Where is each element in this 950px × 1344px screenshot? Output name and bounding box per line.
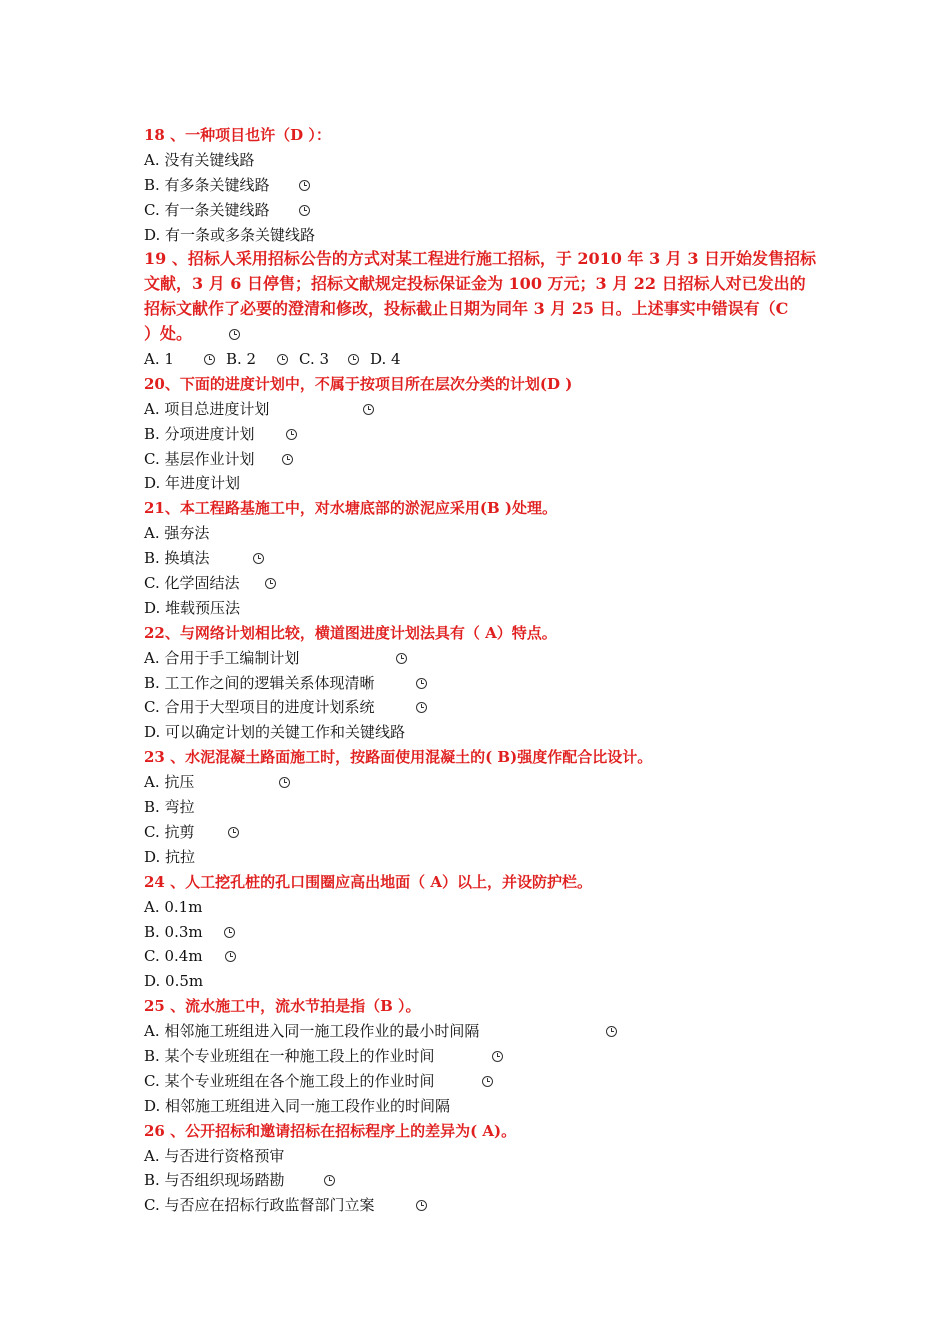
option-text: C. 合用于大型项目的进度计划系统: [144, 698, 375, 717]
question-19-title: [144, 247, 824, 347]
question-23-title: 23 、水泥混凝土路面施工时，按路面使用混凝土的( B)强度作配合比设计。: [144, 748, 653, 767]
q24-option-c: [144, 944, 824, 969]
question-19-line-2: 文献，3 月 6 日停售；招标文献规定投标保证金为 100 万元；3 月 22 日招标人对已发出的: [144, 274, 806, 294]
option-text: A. 合用于手工编制计划: [144, 648, 300, 667]
question-21-title: 21、本工程路基施工中，对水塘底部的淤泥应采用(B )处理。: [144, 499, 557, 518]
q21-option-c: [144, 571, 824, 596]
q19-option-a: A. 1: [144, 350, 174, 369]
question-20-title: 20、下面的进度计划中，不属于按项目所在层次分类的计划(D ): [144, 374, 573, 393]
q19-option-c: C. 3: [299, 350, 330, 369]
option-text: B. 0.3m: [144, 922, 203, 941]
clock-icon: [482, 1076, 493, 1087]
option-text: A. 项目总进度计划: [144, 399, 270, 418]
clock-icon: [204, 354, 215, 365]
q23-option-d: D. 抗拉: [144, 847, 196, 866]
question-26-title: 26 、公开招标和邀请招标在招标程序上的差异为( A)。: [144, 1121, 517, 1140]
option-text: B. 换填法: [144, 549, 210, 568]
clock-icon: [299, 205, 310, 216]
q21-option-d: D. 堆载预压法: [144, 598, 241, 617]
option-text: B. 有多条关键线路: [144, 175, 270, 194]
q23-option-a: [144, 770, 824, 795]
q21-option-a: A. 强夯法: [144, 524, 210, 543]
q18-option-b: [144, 173, 824, 198]
question-18-title: 18 、一种项目也许（D ）：: [144, 126, 331, 144]
q20-option-a: [144, 397, 824, 422]
clock-icon: [282, 454, 293, 465]
option-text: B. 某个专业班组在一种施工段上的作业时间: [144, 1046, 435, 1065]
clock-icon: [606, 1026, 617, 1037]
q24-option-d: D. 0.5m: [144, 972, 204, 991]
clock-icon: [228, 827, 239, 838]
q24-option-b: [144, 920, 824, 945]
question-25-title: 25 、流水施工中，流水节拍是指（B ）。: [144, 997, 421, 1016]
q18-option-d: D. 有一条或多条关键线路: [144, 225, 316, 244]
question-19-line-3: 招标文献作了必要的澄清和修改，投标截止日期为同年 3 月 25 日。上述事实中错误有（C: [144, 299, 789, 319]
clock-icon: [348, 354, 359, 365]
option-text: A. 抗压: [144, 773, 195, 792]
q20-option-c: [144, 447, 824, 472]
clock-icon: [265, 578, 276, 589]
q21-option-b: [144, 546, 824, 571]
clock-icon: [416, 678, 427, 689]
line-text: ）处。: [144, 324, 193, 344]
clock-icon: [279, 777, 290, 788]
clock-icon: [416, 1200, 427, 1211]
clock-icon: [363, 404, 374, 415]
q24-option-a: A. 0.1m: [144, 897, 203, 916]
question-22-title: 22、与网络计划相比较，横道图进度计划法具有（ A）特点。: [144, 623, 557, 642]
option-text: C. 有一条关键线路: [144, 200, 270, 219]
option-text: C. 基层作业计划: [144, 449, 255, 468]
q18-option-c: [144, 198, 824, 223]
q22-option-c: [144, 695, 824, 720]
q19-options: [144, 347, 824, 372]
option-text: C. 0.4m: [144, 947, 203, 966]
clock-icon: [225, 951, 236, 962]
q25-option-c: [144, 1069, 824, 1094]
clock-icon: [277, 354, 288, 365]
q23-option-b: B. 弯拉: [144, 798, 195, 817]
clock-icon: [253, 553, 264, 564]
clock-icon: [229, 329, 240, 340]
question-19-line-4: [144, 322, 824, 347]
clock-icon: [416, 702, 427, 713]
document-body: [144, 123, 824, 1218]
q20-option-b: [144, 422, 824, 447]
q19-option-d: D. 4: [370, 350, 401, 369]
q20-option-d: D. 年进度计划: [144, 474, 241, 493]
q26-option-b: [144, 1168, 824, 1193]
option-text: B. 工工作之间的逻辑关系体现清晰: [144, 673, 375, 692]
clock-icon: [396, 653, 407, 664]
q25-option-d: D. 相邻施工班组进入同一施工段作业的时间隔: [144, 1096, 451, 1115]
q22-option-b: [144, 671, 824, 696]
q19-option-b: B. 2: [226, 350, 257, 369]
clock-icon: [299, 180, 310, 191]
option-text: A. 相邻施工班组进入同一施工段作业的最小时间隔: [144, 1022, 480, 1041]
q18-option-a: A. 没有关键线路: [144, 150, 255, 169]
clock-icon: [224, 927, 235, 938]
option-text: B. 分项进度计划: [144, 424, 255, 443]
question-24-title: 24 、人工挖孔桩的孔口围圈应高出地面（ A）以上，并设防护栏。: [144, 872, 592, 891]
q25-option-b: [144, 1044, 824, 1069]
q26-option-c: [144, 1193, 824, 1218]
option-text: C. 某个专业班组在各个施工段上的作业时间: [144, 1071, 435, 1090]
option-text: B. 与否组织现场踏勘: [144, 1171, 285, 1190]
clock-icon: [492, 1051, 503, 1062]
clock-icon: [324, 1175, 335, 1186]
option-text: C. 化学固结法: [144, 574, 240, 593]
q23-option-c: [144, 820, 824, 845]
q25-option-a: [144, 1019, 824, 1044]
option-text: C. 抗剪: [144, 822, 195, 841]
clock-icon: [286, 429, 297, 440]
q22-option-a: [144, 646, 824, 671]
question-19-line-1: 19 、招标人采用招标公告的方式对某工程进行施工招标，于 2010 年 3 月 3 日开始发售招标: [144, 249, 817, 269]
q22-option-d: D. 可以确定计划的关键工作和关键线路: [144, 723, 406, 742]
q26-option-a: A. 与否进行资格预审: [144, 1146, 285, 1165]
option-text: C. 与否应在招标行政监督部门立案: [144, 1196, 375, 1215]
